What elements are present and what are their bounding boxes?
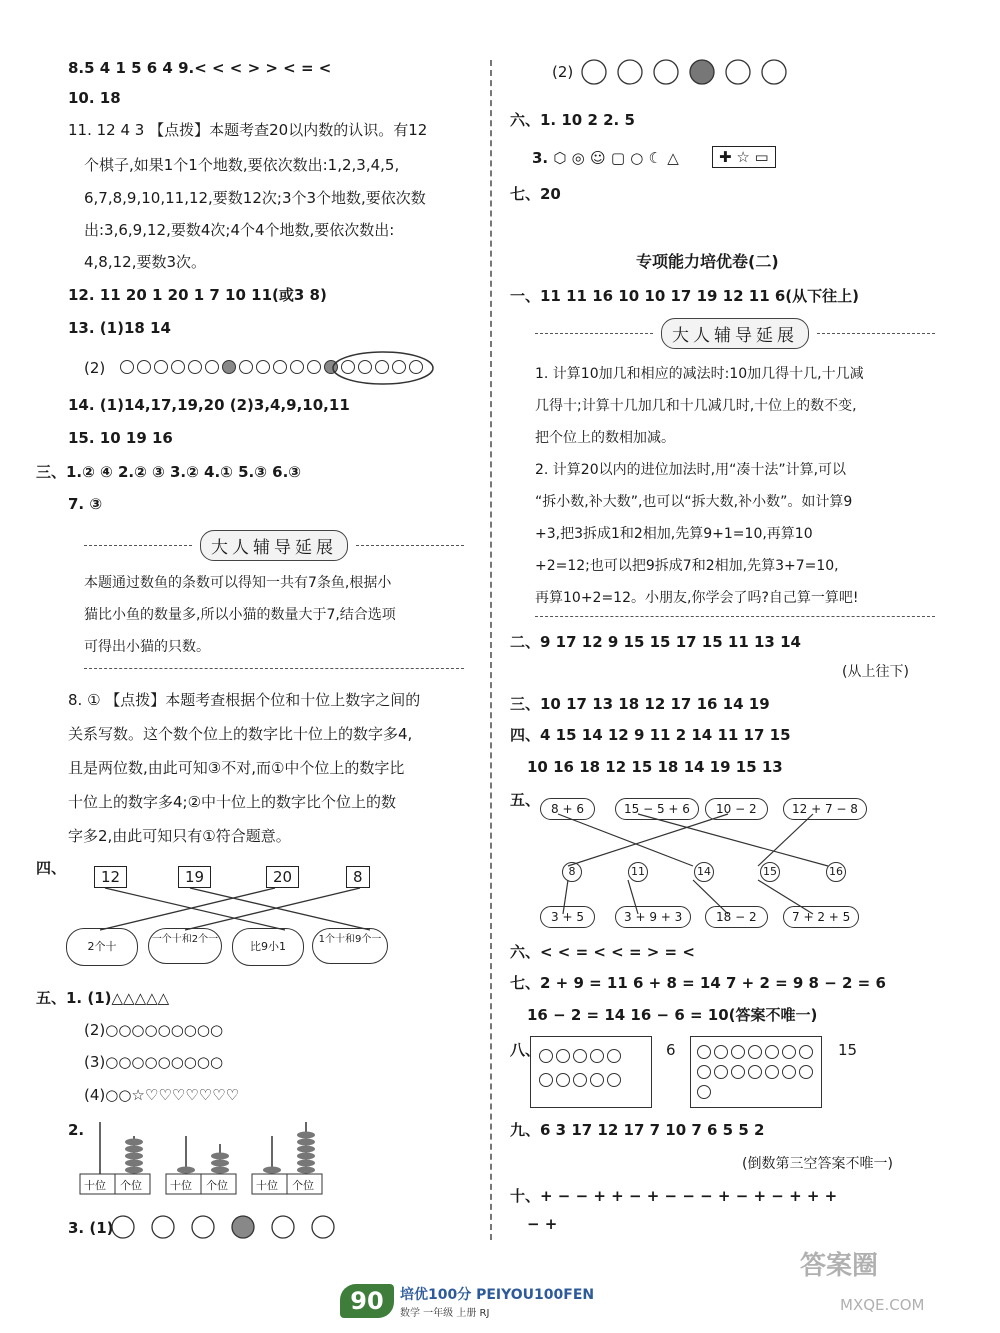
guidance-banner-title: 大人辅导延展 <box>661 318 809 349</box>
guidance-line: 可得出小猫的只数。 <box>84 639 210 655</box>
explanation-line: 且是两位数,由此可知③不对,而①中个位上的数字比 <box>68 759 405 777</box>
guidance-line: 本题通过数鱼的条数可以得知一共有7条鱼,根据小 <box>84 575 392 591</box>
part-10-answers-row2: − + <box>527 1215 558 1233</box>
part-9-answers: 九、6 3 17 12 17 7 10 7 6 5 5 2 <box>510 1121 765 1139</box>
abacus-label-tens: 十位 <box>84 1179 106 1192</box>
number-box: 20 <box>266 866 299 888</box>
guidance-line: 2. 计算20以内的进位加法时,用“凑十法”计算,可以 <box>535 462 847 478</box>
answer-line-11: 11. 12 4 3 【点拨】本题考查20以内数的认识。有12 <box>68 121 428 139</box>
explanation-line: 十位上的数字多4;②中十位上的数字比个位上的数 <box>68 793 397 811</box>
circle-box-6 <box>530 1036 652 1108</box>
part-6-answers: 六、< < = < < = > = < <box>510 943 695 961</box>
answer-2-label: (2) <box>552 63 574 81</box>
carrot-expression: 3 + 5 <box>540 906 595 928</box>
rabbit-number: 8 <box>562 862 582 882</box>
rabbit-number: 11 <box>628 862 648 882</box>
guidance-banner-title: 大人辅导延展 <box>200 530 348 561</box>
abacus-label-ones: 个位 <box>206 1179 228 1192</box>
part-2-note: (从上往下) <box>842 664 909 680</box>
part-2-answers: 二、9 17 12 9 15 15 17 15 11 13 14 <box>510 633 801 651</box>
part-8-answer-b: 15 <box>838 1041 858 1059</box>
carrot-expression: 15 − 5 + 6 <box>615 798 699 820</box>
part-5-label: 五、 <box>510 791 541 809</box>
carrot-expression: 12 + 7 − 8 <box>783 798 867 820</box>
answer-line-14: 14. (1)14,17,19,20 (2)3,4,9,10,11 <box>68 396 350 414</box>
section-5-1-4: (4)○○☆♡♡♡♡♡♡♡ <box>84 1086 240 1104</box>
number-box: 8 <box>346 866 370 888</box>
circle-box-15 <box>690 1036 822 1108</box>
section-6-answers: 六、1. 10 2 2. 5 <box>510 111 635 129</box>
carrot-expression: 3 + 9 + 3 <box>615 906 691 928</box>
guidance-banner <box>84 530 464 560</box>
flower-card: 1个十和9个一 <box>312 928 388 964</box>
rabbit-number: 15 <box>760 862 780 882</box>
abacus-label-ones: 个位 <box>292 1179 314 1192</box>
brand-name: 培优100分 PEIYOU100FEN <box>400 1287 595 1303</box>
explanation-line: 关系写数。这个数个位上的数字比十位上的数字多4, <box>68 725 413 743</box>
carrot-expression: 7 + 2 + 5 <box>783 906 859 928</box>
part-9-note: (倒数第三空答案不唯一) <box>742 1156 893 1172</box>
guidance-line: 把个位上的数相加减。 <box>535 430 675 446</box>
explanation-line: 6,7,8,9,10,11,12,要数12次;3个3个地数,要依次数 <box>84 189 426 207</box>
section-6-3-shapes: 3. ⬡ ◎ ☺ ▢ ○ ☾ △ <box>532 149 679 167</box>
rabbit-number: 16 <box>826 862 846 882</box>
section-heading: 专项能力培优卷(二) <box>636 252 779 271</box>
explanation-line: 出:3,6,9,12,要数4次;4个4个地数,要依次数出: <box>84 221 395 239</box>
book-info: 数学 一年级 上册 RJ <box>400 1308 490 1319</box>
part-10-answers: 十、+ − − + + − + − − − + − + − + + + <box>510 1187 838 1205</box>
answer-line-15: 15. 10 19 16 <box>68 429 173 447</box>
flower-row <box>108 1212 358 1242</box>
answer-line-10: 10. 18 <box>68 89 121 107</box>
section-5-1-3: (3)○○○○○○○○○ <box>84 1053 224 1071</box>
explanation-line: 个棋子,如果1个1个地数,要依次数出:1,2,3,4,5, <box>84 156 400 174</box>
part-4-answers: 四、4 15 14 12 9 11 2 14 11 17 15 <box>510 726 791 744</box>
rabbit-number: 14 <box>694 862 714 882</box>
watermark-url: MXQE.COM <box>840 1296 925 1314</box>
explanation-line: 字多2,由此可知只有①符合题意。 <box>68 827 291 845</box>
number-box: 19 <box>178 866 211 888</box>
section-5-1: 五、1. (1)△△△△△ <box>36 989 170 1007</box>
answer-13-2-label: (2) <box>84 359 106 377</box>
answer-line-13: 13. (1)18 14 <box>68 319 171 337</box>
guidance-banner <box>535 318 935 348</box>
part-4-answers-row2: 10 16 18 12 15 18 14 19 15 13 <box>527 758 783 776</box>
part-3-answers: 三、10 17 13 18 12 17 16 14 19 <box>510 695 770 713</box>
page-footer <box>340 1282 640 1322</box>
part-8-label: 八、 <box>510 1041 541 1059</box>
guidance-divider <box>535 616 935 617</box>
guidance-line: 猫比小鱼的数量多,所以小猫的数量大于7,结合选项 <box>84 607 396 623</box>
section-7-answer: 七、20 <box>510 185 561 203</box>
answer-line-8-9: 8.5 4 1 5 6 4 9.< < < > > < = < <box>68 59 332 77</box>
page-number: 90 <box>340 1284 394 1318</box>
abacus-label-tens: 十位 <box>170 1179 192 1192</box>
carrot-expression: 18 − 2 <box>705 906 768 928</box>
bead-circle-mark <box>335 348 435 388</box>
flower-card: 比9小1 <box>232 928 304 966</box>
carrot-expression: 8 + 6 <box>540 798 595 820</box>
answer-line-8-explain: 8. ① 【点拨】本题考查根据个位和十位上数字之间的 <box>68 691 421 709</box>
answer-line-12: 12. 11 20 1 20 1 7 10 11(或3 8) <box>68 286 327 304</box>
section-5-2-label: 2. <box>68 1121 85 1139</box>
guidance-line: 几得十;计算十几加几和十几减几时,十位上的数不变, <box>535 398 857 414</box>
guidance-line: 再算10+2=12。小朋友,你学会了吗?自己算一算吧! <box>535 590 859 606</box>
abacus-label-ones: 个位 <box>120 1179 142 1192</box>
part-1-answers: 一、11 11 16 10 10 17 19 12 11 6(从下往上) <box>510 287 860 305</box>
guidance-divider <box>84 668 464 669</box>
section-3-answers: 三、1.② ④ 2.② ③ 3.② 4.① 5.③ 6.③ <box>36 463 301 481</box>
tulip-row <box>578 56 818 92</box>
part-7-answers-row2: 16 − 2 = 14 16 − 6 = 10(答案不唯一) <box>527 1006 818 1024</box>
flower-card: 一个十和2个一 <box>148 928 222 964</box>
section-5-3: 3. (1) <box>68 1219 114 1237</box>
abacus-label-tens: 十位 <box>256 1179 278 1192</box>
carrot-expression: 10 − 2 <box>705 798 768 820</box>
section-4-label: 四、 <box>36 859 67 877</box>
guidance-line: 1. 计算10加几和相应的减法时:10加几得十几,十几减 <box>535 366 864 382</box>
flower-card: 2个十 <box>66 928 138 966</box>
guidance-line: +3,把3拆成1和2相加,先算9+1=10,再算10 <box>535 526 813 542</box>
part-8-answer-a: 6 <box>666 1041 676 1059</box>
section-5-1-2: (2)○○○○○○○○○ <box>84 1021 224 1039</box>
watermark-logo: 答案圈 <box>800 1251 879 1281</box>
guidance-line: “拆小数,补大数”,也可以“拆大数,补小数”。如计算9 <box>535 494 853 510</box>
explanation-line: 4,8,12,要数3次。 <box>84 253 207 271</box>
answer-line-7: 7. ③ <box>68 495 103 513</box>
number-box: 12 <box>94 866 127 888</box>
guidance-line: +2=12;也可以把9拆成7和2相加,先算3+7=10, <box>535 558 839 574</box>
boxed-shapes: ✚ ☆ ▭ <box>712 146 776 168</box>
part-7-answers: 七、2 + 9 = 11 6 + 8 = 14 7 + 2 = 9 8 − 2 = 6 <box>510 974 886 992</box>
column-divider <box>490 60 492 1240</box>
